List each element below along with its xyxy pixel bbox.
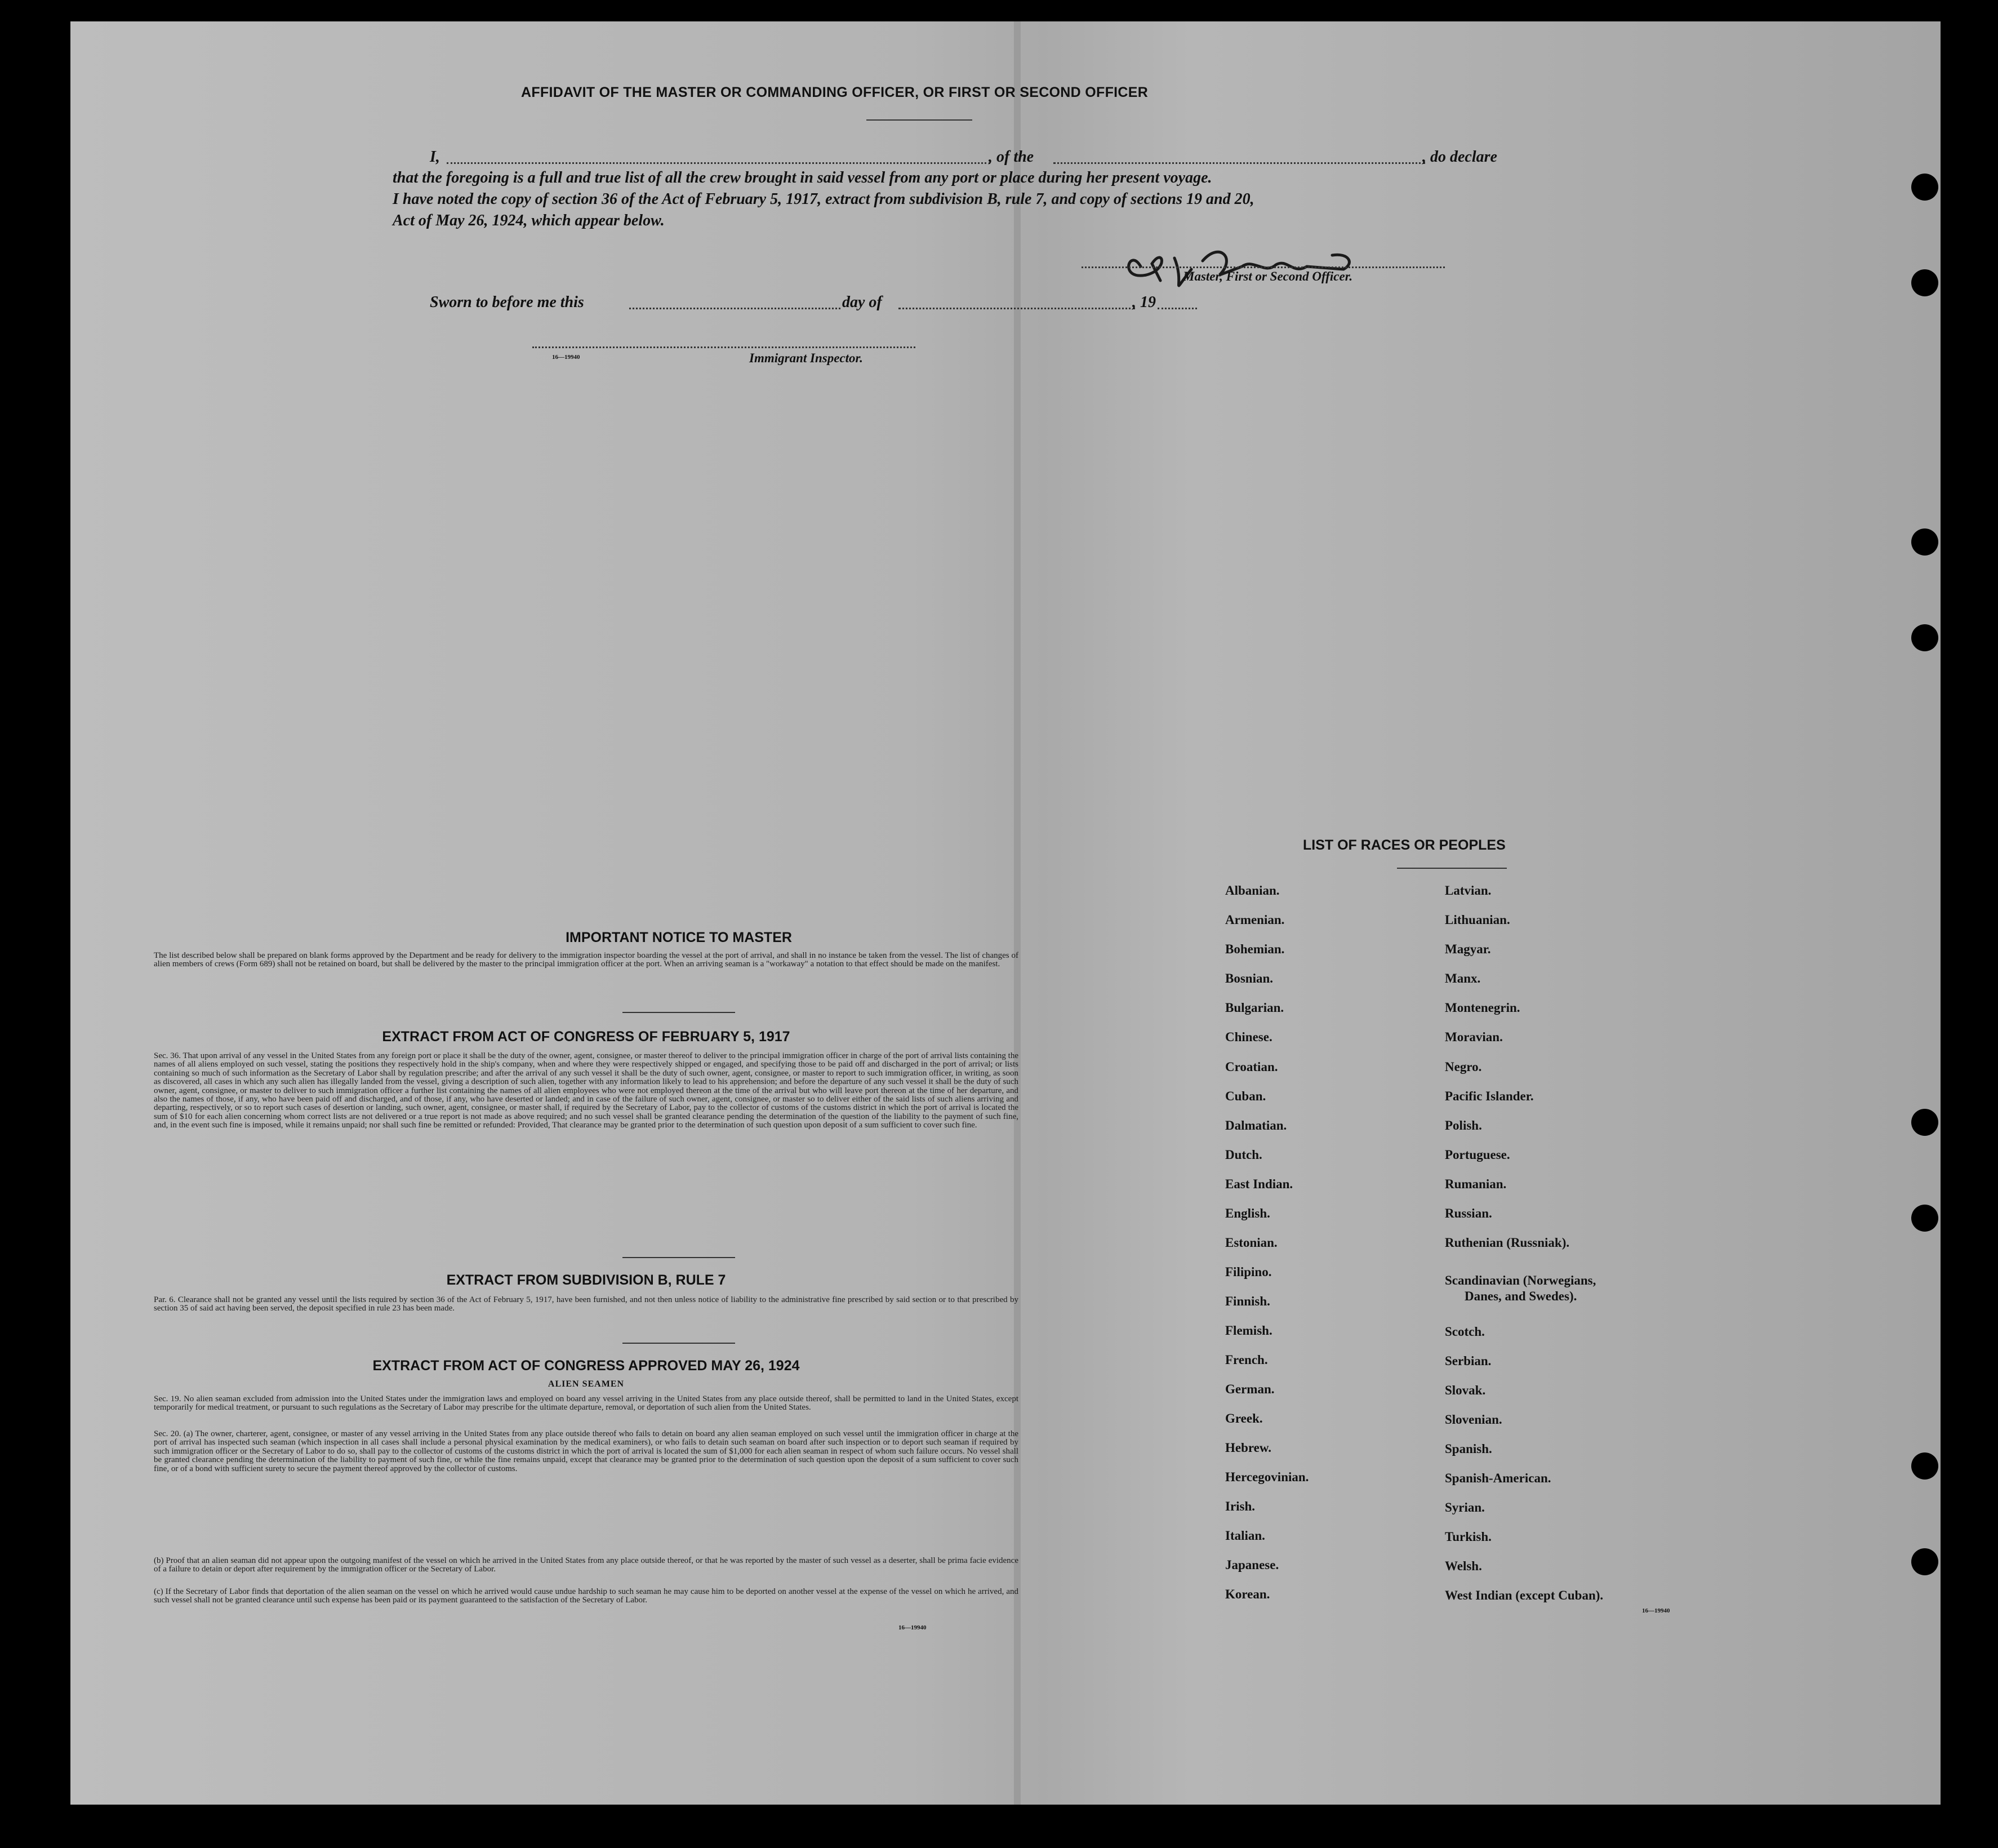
act-1917-title: EXTRACT FROM ACT OF CONGRESS OF FEBRUARY 5, 1917: [382, 1029, 790, 1045]
notice-body: The list described below shall be prepared on blank forms approved by the Department and be ready for delivery to the immigration inspector boarding the vessel at the port of arrival, and shall in no instance be taken from the vessel. The list of changes of alien members of crews (Form 689) shall not be retained on board, but shall be delivered by the master to the principal immigration officer at the port. When an arriving seaman is a "workaway" a notation to that effect should be made on the manifest.: [154, 951, 1018, 969]
year-prefix: , 19: [1132, 294, 1156, 311]
binder-hole: [1911, 624, 1938, 651]
sworn-day-blank[interactable]: [629, 308, 840, 309]
vessel-blank[interactable]: [1053, 162, 1425, 164]
race-item: Chinese.: [1225, 1030, 1272, 1044]
sworn-text: Sworn to before me this: [430, 294, 584, 311]
race-item: Scotch.: [1445, 1325, 1485, 1339]
race-item: English.: [1225, 1206, 1270, 1220]
race-item: West Indian (except Cuban).: [1445, 1588, 1604, 1602]
race-item: Magyar.: [1445, 942, 1491, 956]
race-item: Moravian.: [1445, 1030, 1503, 1044]
race-item: Japanese.: [1225, 1558, 1279, 1572]
page-fold: [1014, 21, 1021, 1805]
affidavit-i: I,: [430, 148, 440, 166]
name-blank[interactable]: [447, 162, 990, 164]
race-item: Serbian.: [1445, 1354, 1492, 1368]
divider: [1397, 868, 1507, 869]
race-item: Dalmatian.: [1225, 1118, 1287, 1132]
signer-label: Master, First or Second Officer.: [1183, 269, 1353, 283]
race-item: Armenian.: [1225, 913, 1285, 927]
alien-seamen-subtitle: ALIEN SEAMEN: [548, 1379, 625, 1389]
race-item: Albanian.: [1225, 883, 1280, 898]
race-item: Russian.: [1445, 1206, 1492, 1220]
race-item: French.: [1225, 1353, 1268, 1367]
sec-20a-text: Sec. 20. (a) The owner, charterer, agent, consignee, or master of any vessel arriving in the United States from any place outside thereof who fails to detain on board any alien seaman employed on such vessel until the immigration officer in charge at the port of arrival has inspected such seaman (which inspection in all cases shall include a personal physical examination by the medical examiners), or who fails to detain such seaman on board after such inspection or to deport such seaman if required by such immigration officer or the Secretary of Labor to do so, shall pay to the collector of customs of the customs district in which the port of arrival is located the sum of $1,000 for each alien seaman in respect of whom such failure occurs. No vessel shall be granted clearance pending the determination of the liability to payment of such fine, or while the fine remains unpaid, except that clearance may be granted prior to the determination of such question upon the deposit of a sum sufficient to cover such fine, or of a bond with sufficient surety to secure the payment thereof approved by the collector of customs.: [154, 1429, 1018, 1473]
inspector-label: Immigrant Inspector.: [749, 351, 863, 365]
divider: [866, 119, 972, 121]
race-item: Finnish.: [1225, 1294, 1270, 1308]
race-item: Welsh.: [1445, 1559, 1482, 1573]
race-item: Bohemian.: [1225, 942, 1285, 956]
race-item: Manx.: [1445, 971, 1481, 985]
race-item: Turkish.: [1445, 1530, 1492, 1544]
divider: [622, 1257, 735, 1258]
year-blank[interactable]: [1158, 308, 1197, 309]
signature-line: [1082, 266, 1445, 268]
race-item: Bosnian.: [1225, 971, 1274, 985]
divider: [622, 1012, 735, 1013]
race-item: Ruthenian (Russniak).: [1445, 1236, 1570, 1250]
race-item: Korean.: [1225, 1587, 1270, 1601]
race-item: Hebrew.: [1225, 1441, 1271, 1455]
form-number: 16—19940: [1642, 1607, 1670, 1614]
binder-hole: [1911, 1205, 1938, 1232]
form-number: 16—19940: [552, 354, 580, 361]
races-title: LIST OF RACES OR PEOPLES: [1303, 837, 1506, 853]
day-of-text: day of: [842, 294, 882, 311]
race-item: Croatian.: [1225, 1060, 1278, 1074]
race-item: Polish.: [1445, 1118, 1482, 1132]
race-item: Portuguese.: [1445, 1148, 1510, 1162]
race-item: Pacific Islander.: [1445, 1089, 1534, 1103]
race-item: Spanish-American.: [1445, 1471, 1551, 1485]
notice-title: IMPORTANT NOTICE TO MASTER: [566, 930, 792, 945]
race-item: Estonian.: [1225, 1236, 1278, 1250]
inspector-line: [532, 346, 915, 348]
rule-b7-body: Par. 6. Clearance shall not be granted any vessel until the lists required by section 36 of the Act of February 5, 1917, have been furnished, and not then unless notice of liability to the administrative fine prescribed by said section or to that prescribed by section 35 of said act having been served, the deposit specified in rule 23 has been made.: [154, 1295, 1018, 1313]
race-item: Dutch.: [1225, 1148, 1262, 1162]
form-number: 16—19940: [898, 1624, 927, 1631]
race-item: Rumanian.: [1445, 1177, 1507, 1191]
race-item: Italian.: [1225, 1529, 1265, 1543]
binder-hole: [1911, 1548, 1938, 1575]
divider: [622, 1343, 735, 1344]
race-item: Greek.: [1225, 1411, 1263, 1425]
sec-20c-text: (c) If the Secretary of Labor finds that deportation of the alien seaman on the vessel on which he arrived would cause undue hardship to such seaman he may cause him to be deported on another vessel at the expense of the vessel on which he arrived, and such vessel shall not be granted clearance until such expense has been paid or its payment guaranteed to the satisfaction of the Secretary of Labor.: [154, 1587, 1018, 1605]
race-item-continued: Danes, and Swedes).: [1465, 1289, 1577, 1303]
affidavit-of-the: , of the: [989, 148, 1034, 166]
race-item: Hercegovinian.: [1225, 1470, 1309, 1484]
affidavit-line4: Act of May 26, 1924, which appear below.: [393, 212, 665, 229]
race-item: Latvian.: [1445, 883, 1492, 898]
sec-19-text: Sec. 19. No alien seaman excluded from admission into the United States under the immigration laws and employed on board any vessel arriving in the United States from any place outside thereof, shall be permitted to land in the United States, except temporarily for medical treatment, or pursuant to such regulations as the Secretary of Labor may prescribe for the ultimate departure, removal, or deportation of such alien from the United States.: [154, 1394, 1018, 1412]
act-1924-title: EXTRACT FROM ACT OF CONGRESS APPROVED MAY 26, 1924: [372, 1358, 800, 1374]
binder-hole: [1911, 1109, 1938, 1136]
affidavit-line2: that the foregoing is a full and true list of all the crew brought in said vessel from any port or place during her present voyage.: [393, 169, 1212, 186]
binder-hole: [1911, 174, 1938, 201]
race-item: Cuban.: [1225, 1089, 1266, 1103]
month-blank[interactable]: [898, 308, 1135, 309]
act-1917-body: Sec. 36. That upon arrival of any vessel in the United States from any foreign port or place it shall be the duty of the owner, agent, consignee, or master thereof to deliver to the principal immigration officer in charge of the port of arrival lists containing the names of all aliens employed on such vessel, stating the positions they respectively hold in the ship's company, when and where they were respectively shipped or engaged, and specifying those to be paid off and discharged in the port of arrival; or lists containing so much of such information as the Secretary of Labor shall by regulation prescribe; and after the arrival of any such vessel it shall be the duty of such owner, agent, consignee, or master to report to such immigration officer, in writing, as soon as discovered, all cases in which any such alien has illegally landed from the vessel, giving a description of such alien, together with any information likely to lead to his apprehension; and before the departure of any such vessel it shall be the duty of such owner, agent, consignee, or master to deliver to such immigration officer a further list containing the names of all alien employees who were not employed thereon at the time of the arrival but who will leave port thereon at the time of her departure, and also the names of those, if any, who have been paid off and discharged, and of those, if any, who have deserted or landed; and in case of the failure of such owner, agent, consignee, or master so to deliver either of the said lists of such aliens arriving and departing, respectively, or so to report such cases of desertion or landing, such owner, agent, consignee, or master shall, if required by the Secretary of Labor, pay to the collector of customs of the customs district in which the port of arrival is located the sum of $10 for each alien concerning whom correct lists are not delivered or a true report is not made as above required; and no such vessel shall be granted clearance pending the determination of the question of the liability to the payment of such fine, and, in the event such fine is imposed, while it remains unpaid; nor shall such fine be remitted or refunded: Provided, That clearance may be granted prior to the determination of such question upon deposit of a sum sufficient to cover such fine.: [154, 1051, 1018, 1130]
binder-hole: [1911, 269, 1938, 296]
race-item: Spanish.: [1445, 1442, 1492, 1456]
race-item: Filipino.: [1225, 1265, 1272, 1279]
sec-20b-text: (b) Proof that an alien seaman did not appear upon the outgoing manifest of the vessel on which he arrived in the United States from any place outside thereof, or that he was reported by the master of such vessel as a deserter, shall be prima facie evidence of a failure to detain or deport after requirement by the immigration officer or the Secretary of Labor.: [154, 1556, 1018, 1574]
affidavit-line3: I have noted the copy of section 36 of the Act of February 5, 1917, extract from subdivision B, rule 7, and copy of sections 19 and 20,: [393, 190, 1254, 208]
rule-b7-title: EXTRACT FROM SUBDIVISION B, RULE 7: [446, 1272, 726, 1288]
race-item: Scandinavian (Norwegians,: [1445, 1273, 1596, 1287]
affidavit-do-declare: , do declare: [1422, 148, 1497, 166]
binder-hole: [1911, 528, 1938, 556]
race-item: East Indian.: [1225, 1177, 1293, 1191]
race-item: Irish.: [1225, 1499, 1256, 1513]
race-item: Bulgarian.: [1225, 1001, 1284, 1015]
race-item: Flemish.: [1225, 1323, 1272, 1338]
race-item: Syrian.: [1445, 1500, 1485, 1514]
race-item: Slovenian.: [1445, 1412, 1502, 1427]
binder-hole: [1911, 1452, 1938, 1480]
race-item: Slovak.: [1445, 1383, 1486, 1397]
race-item: Lithuanian.: [1445, 913, 1510, 927]
race-item: Negro.: [1445, 1060, 1482, 1074]
document-page: [70, 21, 1941, 1805]
affidavit-title: AFFIDAVIT OF THE MASTER OR COMMANDING OFFICER, OR FIRST OR SECOND OFFICER: [521, 85, 1149, 100]
race-item: Montenegrin.: [1445, 1001, 1520, 1015]
race-item: German.: [1225, 1382, 1275, 1396]
